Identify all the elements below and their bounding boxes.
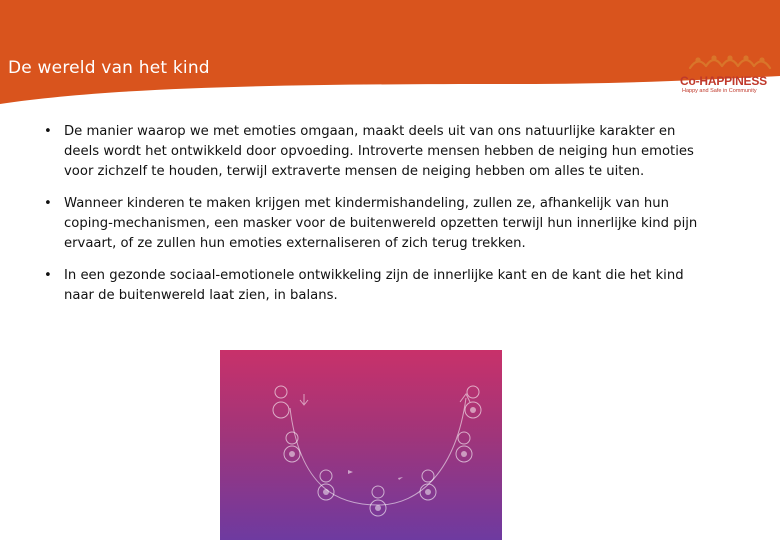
- u-curve-figures-graphic: [220, 350, 502, 540]
- bullet-list: [44, 122, 708, 318]
- logo-name: Co-HAPPINESS: [680, 74, 767, 88]
- bullet-item: [44, 266, 708, 306]
- logo-tagline: Happy and Safe in Community: [682, 88, 757, 94]
- header-white-curve: [0, 0, 780, 110]
- people-chain-icon: [676, 50, 776, 76]
- bullet-text: Wanneer kinderen te maken krijgen met kindermishandeling, zullen ze, afhankelijk van hun coping-mechanismen, een masker voor de buitenwereld opzetten terwijl hun innerlijke kind pijn ervaart, of ze zullen hun emoties externaliseren of zich terug trekken.: [64, 196, 698, 251]
- bullet-marker: •: [44, 268, 52, 283]
- bullet-item: [44, 194, 708, 254]
- page-title: De wereld van het kind: [8, 58, 210, 78]
- bullet-marker: •: [44, 196, 52, 211]
- bullet-text: In een gezonde sociaal-emotionele ontwikkeling zijn de innerlijke kant en de kant die het kind naar de buitenwereld laat zien, in balans.: [64, 268, 684, 303]
- header-bar: [0, 0, 780, 110]
- bullet-marker: •: [44, 124, 52, 139]
- bullet-item: [44, 122, 708, 182]
- emotional-development-illustration: [220, 350, 502, 540]
- bullet-text: De manier waarop we met emoties omgaan, maakt deels uit van ons natuurlijke karakter en deels wordt het ontwikkeld door opvoeding. Introverte mensen hebben de neiging hun emoties voor zichzelf te houden, terwijl extraverte mensen de neiging hebben om alles te uiten.: [64, 124, 694, 179]
- logo: [676, 50, 776, 100]
